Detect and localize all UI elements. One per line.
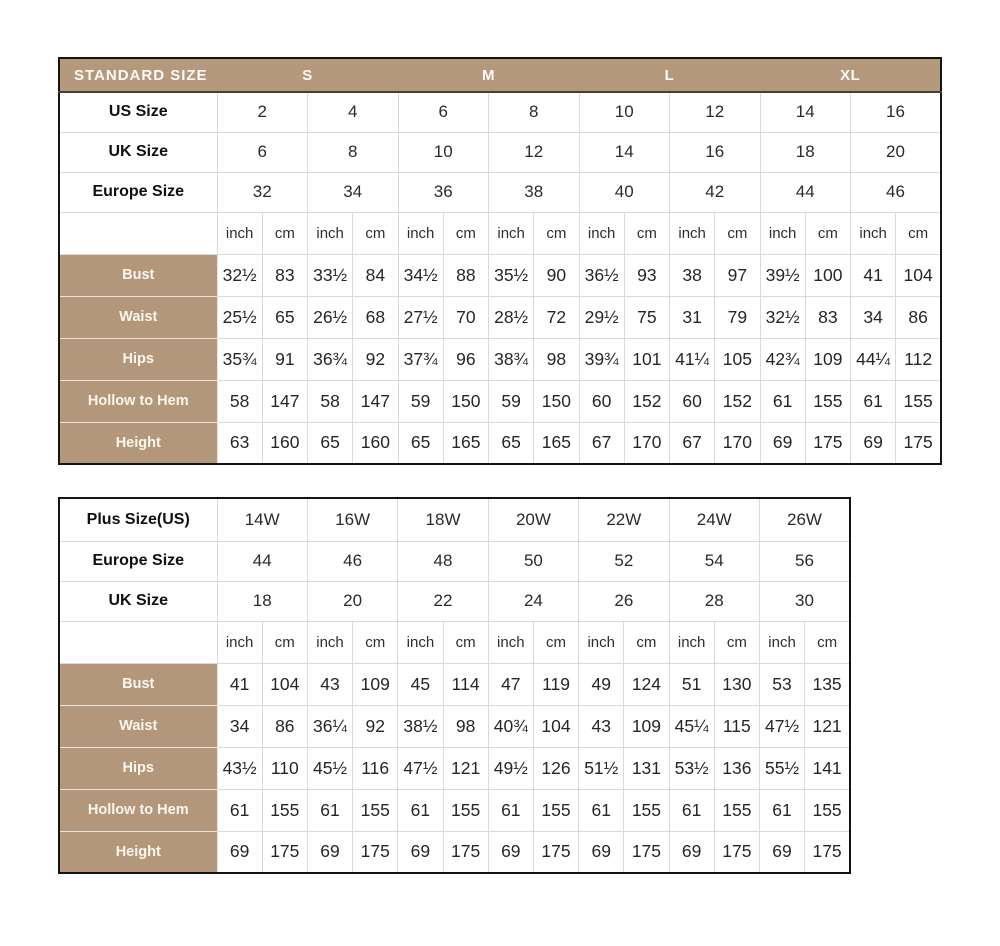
- waist-value-cell: 65: [262, 296, 307, 338]
- hollow-to-hem-value-cell: 58: [308, 380, 353, 422]
- waist-row: [59, 705, 850, 747]
- waist-value-cell: 98: [443, 705, 488, 747]
- bust-value-cell: 114: [443, 663, 488, 705]
- hollow-to-hem-value-cell: 61: [669, 789, 714, 831]
- europe-size-value-cell: 40: [579, 172, 670, 212]
- waist-value-cell: 104: [533, 705, 578, 747]
- height-value-cell: 165: [443, 422, 488, 464]
- waist-value-cell: 72: [534, 296, 579, 338]
- hips-value-cell: 43½: [217, 747, 262, 789]
- bust-value-cell: 124: [624, 663, 669, 705]
- height-value-cell: 65: [398, 422, 443, 464]
- standard-size-value-cell: S: [217, 58, 398, 92]
- hips-value-cell: 42¾: [760, 338, 805, 380]
- hips-row: [59, 338, 941, 380]
- uk-size-value-cell: 24: [488, 581, 578, 621]
- cell-row: [59, 621, 850, 663]
- height-value-cell: 160: [262, 422, 307, 464]
- cell-value-cell: cm: [896, 212, 941, 254]
- us-size-value-cell: 6: [398, 92, 489, 132]
- bust-value-cell: 104: [262, 663, 307, 705]
- cell-value-cell: cm: [443, 212, 488, 254]
- uk-size-label: UK Size: [59, 581, 217, 621]
- cell-value-cell: cm: [624, 212, 669, 254]
- us-size-row: [59, 92, 941, 132]
- cell-value-cell: inch: [217, 621, 262, 663]
- europe-size-value-cell: 46: [851, 172, 942, 212]
- hollow-to-hem-row: [59, 789, 850, 831]
- hollow-to-hem-value-cell: 60: [579, 380, 624, 422]
- hollow-to-hem-value-cell: 147: [262, 380, 307, 422]
- bust-value-cell: 49: [579, 663, 624, 705]
- standard-size-value-cell: XL: [760, 58, 941, 92]
- plus-size-us-label: Plus Size(US): [59, 498, 217, 541]
- height-value-cell: 65: [308, 422, 353, 464]
- hips-value-cell: 91: [262, 338, 307, 380]
- us-size-label: US Size: [59, 92, 217, 132]
- waist-value-cell: 26½: [308, 296, 353, 338]
- waist-value-cell: 86: [262, 705, 307, 747]
- bust-row: [59, 254, 941, 296]
- height-value-cell: 69: [579, 831, 624, 873]
- hollow-to-hem-value-cell: 61: [759, 789, 804, 831]
- cell-row: [59, 212, 941, 254]
- hollow-to-hem-value-cell: 61: [307, 789, 352, 831]
- bust-value-cell: 51: [669, 663, 714, 705]
- waist-value-cell: 115: [714, 705, 759, 747]
- plus-size-us-value-cell: 22W: [579, 498, 669, 541]
- hollow-to-hem-value-cell: 61: [760, 380, 805, 422]
- bust-value-cell: 88: [443, 254, 488, 296]
- bust-value-cell: 33½: [308, 254, 353, 296]
- standard-size-value-cell: L: [579, 58, 760, 92]
- height-label: Height: [59, 831, 217, 873]
- bust-value-cell: 45: [398, 663, 443, 705]
- bust-value-cell: 97: [715, 254, 760, 296]
- hollow-to-hem-value-cell: 61: [851, 380, 896, 422]
- bust-label: Bust: [59, 254, 217, 296]
- hollow-to-hem-value-cell: 155: [805, 380, 850, 422]
- bust-row: [59, 663, 850, 705]
- cell-value-cell: cm: [262, 212, 307, 254]
- uk-size-value-cell: 14: [579, 132, 670, 172]
- hollow-to-hem-value-cell: 61: [217, 789, 262, 831]
- hips-value-cell: 41¼: [670, 338, 715, 380]
- europe-size-value-cell: 32: [217, 172, 308, 212]
- europe-size-value-cell: 54: [669, 541, 759, 581]
- us-size-value-cell: 10: [579, 92, 670, 132]
- waist-value-cell: 47½: [759, 705, 804, 747]
- hips-value-cell: 38¾: [489, 338, 534, 380]
- bust-value-cell: 53: [759, 663, 804, 705]
- cell-value-cell: inch: [670, 212, 715, 254]
- waist-value-cell: 45¼: [669, 705, 714, 747]
- uk-size-value-cell: 20: [307, 581, 397, 621]
- bust-value-cell: 47: [488, 663, 533, 705]
- cell-value-cell: inch: [669, 621, 714, 663]
- us-size-value-cell: 4: [308, 92, 399, 132]
- cell-value-cell: inch: [488, 621, 533, 663]
- hollow-to-hem-value-cell: 58: [217, 380, 262, 422]
- cell-value-cell: inch: [398, 212, 443, 254]
- bust-value-cell: 39½: [760, 254, 805, 296]
- waist-value-cell: 70: [443, 296, 488, 338]
- hollow-to-hem-value-cell: 155: [805, 789, 850, 831]
- us-size-value-cell: 8: [489, 92, 580, 132]
- uk-size-value-cell: 18: [217, 581, 307, 621]
- bust-value-cell: 100: [805, 254, 850, 296]
- height-row: [59, 422, 941, 464]
- height-value-cell: 175: [624, 831, 669, 873]
- waist-value-cell: 109: [624, 705, 669, 747]
- europe-size-value-cell: 44: [217, 541, 307, 581]
- europe-size-value-cell: 44: [760, 172, 851, 212]
- hollow-to-hem-value-cell: 59: [489, 380, 534, 422]
- plus-size-us-value-cell: 20W: [488, 498, 578, 541]
- bust-value-cell: 109: [353, 663, 398, 705]
- height-value-cell: 69: [307, 831, 352, 873]
- height-value-cell: 69: [851, 422, 896, 464]
- europe-size-row: [59, 541, 850, 581]
- bust-value-cell: 36½: [579, 254, 624, 296]
- cell-value-cell: cm: [534, 212, 579, 254]
- hips-value-cell: 39¾: [579, 338, 624, 380]
- hollow-to-hem-value-cell: 61: [579, 789, 624, 831]
- empty-corner-cell: [59, 621, 217, 663]
- uk-size-value-cell: 30: [759, 581, 850, 621]
- cell-value-cell: inch: [307, 621, 352, 663]
- hollow-to-hem-value-cell: 155: [714, 789, 759, 831]
- europe-size-value-cell: 56: [759, 541, 850, 581]
- height-value-cell: 175: [805, 422, 850, 464]
- cell-value-cell: cm: [624, 621, 669, 663]
- plus-size-us-value-cell: 18W: [398, 498, 488, 541]
- waist-label: Waist: [59, 705, 217, 747]
- plus-size-us-value-cell: 26W: [759, 498, 850, 541]
- uk-size-value-cell: 26: [579, 581, 669, 621]
- hollow-to-hem-value-cell: 61: [488, 789, 533, 831]
- europe-size-value-cell: 50: [488, 541, 578, 581]
- hollow-to-hem-row: [59, 380, 941, 422]
- us-size-value-cell: 16: [851, 92, 942, 132]
- bust-value-cell: 43: [307, 663, 352, 705]
- height-value-cell: 69: [398, 831, 443, 873]
- hips-value-cell: 136: [714, 747, 759, 789]
- bust-value-cell: 130: [714, 663, 759, 705]
- hips-row: [59, 747, 850, 789]
- europe-size-label: Europe Size: [59, 541, 217, 581]
- hollow-to-hem-value-cell: 155: [262, 789, 307, 831]
- hollow-to-hem-label: Hollow to Hem: [59, 789, 217, 831]
- uk-size-value-cell: 28: [669, 581, 759, 621]
- bust-value-cell: 119: [533, 663, 578, 705]
- cell-value-cell: inch: [398, 621, 443, 663]
- waist-value-cell: 34: [851, 296, 896, 338]
- hips-value-cell: 101: [624, 338, 669, 380]
- hips-value-cell: 44¼: [851, 338, 896, 380]
- hips-label: Hips: [59, 338, 217, 380]
- waist-value-cell: 92: [353, 705, 398, 747]
- uk-size-value-cell: 10: [398, 132, 489, 172]
- us-size-value-cell: 12: [670, 92, 761, 132]
- uk-size-value-cell: 22: [398, 581, 488, 621]
- standard-size-value-cell: M: [398, 58, 579, 92]
- height-value-cell: 175: [533, 831, 578, 873]
- cell-value-cell: inch: [489, 212, 534, 254]
- europe-size-value-cell: 42: [670, 172, 761, 212]
- bust-value-cell: 104: [896, 254, 941, 296]
- height-value-cell: 69: [488, 831, 533, 873]
- bust-value-cell: 32½: [217, 254, 262, 296]
- hips-value-cell: 121: [443, 747, 488, 789]
- uk-size-value-cell: 20: [851, 132, 942, 172]
- height-value-cell: 175: [896, 422, 941, 464]
- cell-value-cell: inch: [759, 621, 804, 663]
- hips-value-cell: 116: [353, 747, 398, 789]
- bust-value-cell: 93: [624, 254, 669, 296]
- europe-size-value-cell: 48: [398, 541, 488, 581]
- europe-size-label: Europe Size: [59, 172, 217, 212]
- waist-value-cell: 40¾: [488, 705, 533, 747]
- waist-value-cell: 31: [670, 296, 715, 338]
- uk-size-value-cell: 18: [760, 132, 851, 172]
- waist-value-cell: 38½: [398, 705, 443, 747]
- empty-corner-cell: [59, 212, 217, 254]
- waist-value-cell: 34: [217, 705, 262, 747]
- standard-size-table: [58, 57, 942, 465]
- waist-value-cell: 75: [624, 296, 669, 338]
- europe-size-value-cell: 34: [308, 172, 399, 212]
- us-size-value-cell: 14: [760, 92, 851, 132]
- waist-value-cell: 121: [805, 705, 850, 747]
- hips-value-cell: 96: [443, 338, 488, 380]
- hips-value-cell: 131: [624, 747, 669, 789]
- uk-size-value-cell: 16: [670, 132, 761, 172]
- plus-size-us-row: [59, 498, 850, 541]
- hollow-to-hem-value-cell: 152: [715, 380, 760, 422]
- waist-row: [59, 296, 941, 338]
- hollow-to-hem-value-cell: 155: [353, 789, 398, 831]
- cell-value-cell: inch: [579, 212, 624, 254]
- standard-size-row: [59, 58, 941, 92]
- cell-value-cell: cm: [353, 212, 398, 254]
- height-value-cell: 69: [669, 831, 714, 873]
- uk-size-row: [59, 132, 941, 172]
- cell-value-cell: cm: [353, 621, 398, 663]
- height-value-cell: 160: [353, 422, 398, 464]
- europe-size-row: [59, 172, 941, 212]
- bust-value-cell: 35½: [489, 254, 534, 296]
- hollow-to-hem-label: Hollow to Hem: [59, 380, 217, 422]
- hollow-to-hem-value-cell: 150: [534, 380, 579, 422]
- waist-value-cell: 36¼: [307, 705, 352, 747]
- cell-value-cell: cm: [262, 621, 307, 663]
- uk-size-value-cell: 12: [489, 132, 580, 172]
- bust-label: Bust: [59, 663, 217, 705]
- hollow-to-hem-value-cell: 150: [443, 380, 488, 422]
- waist-label: Waist: [59, 296, 217, 338]
- europe-size-value-cell: 36: [398, 172, 489, 212]
- hollow-to-hem-value-cell: 59: [398, 380, 443, 422]
- waist-value-cell: 27½: [398, 296, 443, 338]
- plus-size-us-value-cell: 24W: [669, 498, 759, 541]
- cell-value-cell: inch: [760, 212, 805, 254]
- waist-value-cell: 29½: [579, 296, 624, 338]
- height-value-cell: 175: [353, 831, 398, 873]
- height-value-cell: 67: [579, 422, 624, 464]
- height-value-cell: 65: [489, 422, 534, 464]
- height-value-cell: 63: [217, 422, 262, 464]
- standard-size-label: STANDARD SIZE: [59, 58, 217, 92]
- cell-value-cell: cm: [443, 621, 488, 663]
- height-value-cell: 170: [715, 422, 760, 464]
- hips-value-cell: 35¾: [217, 338, 262, 380]
- bust-value-cell: 34½: [398, 254, 443, 296]
- uk-size-value-cell: 8: [308, 132, 399, 172]
- height-value-cell: 175: [714, 831, 759, 873]
- hips-value-cell: 55½: [759, 747, 804, 789]
- cell-value-cell: cm: [533, 621, 578, 663]
- hips-value-cell: 53½: [669, 747, 714, 789]
- hips-value-cell: 92: [353, 338, 398, 380]
- hollow-to-hem-value-cell: 155: [896, 380, 941, 422]
- hollow-to-hem-value-cell: 60: [670, 380, 715, 422]
- height-value-cell: 175: [443, 831, 488, 873]
- cell-value-cell: inch: [308, 212, 353, 254]
- height-value-cell: 175: [805, 831, 850, 873]
- waist-value-cell: 68: [353, 296, 398, 338]
- uk-size-row: [59, 581, 850, 621]
- waist-value-cell: 32½: [760, 296, 805, 338]
- height-value-cell: 67: [670, 422, 715, 464]
- hips-value-cell: 49½: [488, 747, 533, 789]
- hips-value-cell: 126: [533, 747, 578, 789]
- hips-value-cell: 105: [715, 338, 760, 380]
- hips-label: Hips: [59, 747, 217, 789]
- cell-value-cell: inch: [579, 621, 624, 663]
- height-value-cell: 165: [534, 422, 579, 464]
- hollow-to-hem-value-cell: 152: [624, 380, 669, 422]
- hollow-to-hem-value-cell: 61: [398, 789, 443, 831]
- hips-value-cell: 51½: [579, 747, 624, 789]
- hips-value-cell: 109: [805, 338, 850, 380]
- europe-size-value-cell: 52: [579, 541, 669, 581]
- height-row: [59, 831, 850, 873]
- hips-value-cell: 45½: [307, 747, 352, 789]
- height-value-cell: 170: [624, 422, 669, 464]
- hollow-to-hem-value-cell: 147: [353, 380, 398, 422]
- bust-value-cell: 41: [851, 254, 896, 296]
- cell-value-cell: inch: [217, 212, 262, 254]
- hips-value-cell: 141: [805, 747, 850, 789]
- cell-value-cell: cm: [805, 212, 850, 254]
- uk-size-label: UK Size: [59, 132, 217, 172]
- hips-value-cell: 37¾: [398, 338, 443, 380]
- waist-value-cell: 79: [715, 296, 760, 338]
- hollow-to-hem-value-cell: 155: [443, 789, 488, 831]
- height-value-cell: 69: [217, 831, 262, 873]
- europe-size-value-cell: 46: [307, 541, 397, 581]
- height-value-cell: 175: [262, 831, 307, 873]
- bust-value-cell: 84: [353, 254, 398, 296]
- bust-value-cell: 90: [534, 254, 579, 296]
- plus-size-table: [58, 497, 851, 874]
- hips-value-cell: 36¾: [308, 338, 353, 380]
- hollow-to-hem-value-cell: 155: [533, 789, 578, 831]
- hips-value-cell: 110: [262, 747, 307, 789]
- uk-size-value-cell: 6: [217, 132, 308, 172]
- bust-value-cell: 135: [805, 663, 850, 705]
- waist-value-cell: 25½: [217, 296, 262, 338]
- waist-value-cell: 86: [896, 296, 941, 338]
- cell-value-cell: inch: [851, 212, 896, 254]
- waist-value-cell: 43: [579, 705, 624, 747]
- height-value-cell: 69: [759, 831, 804, 873]
- us-size-value-cell: 2: [217, 92, 308, 132]
- bust-value-cell: 83: [262, 254, 307, 296]
- waist-value-cell: 83: [805, 296, 850, 338]
- hips-value-cell: 98: [534, 338, 579, 380]
- hips-value-cell: 47½: [398, 747, 443, 789]
- europe-size-value-cell: 38: [489, 172, 580, 212]
- bust-value-cell: 41: [217, 663, 262, 705]
- height-value-cell: 69: [760, 422, 805, 464]
- hips-value-cell: 112: [896, 338, 941, 380]
- cell-value-cell: cm: [805, 621, 850, 663]
- plus-size-us-value-cell: 14W: [217, 498, 307, 541]
- height-label: Height: [59, 422, 217, 464]
- hollow-to-hem-value-cell: 155: [624, 789, 669, 831]
- bust-value-cell: 38: [670, 254, 715, 296]
- cell-value-cell: cm: [715, 212, 760, 254]
- cell-value-cell: cm: [714, 621, 759, 663]
- plus-size-us-value-cell: 16W: [307, 498, 397, 541]
- waist-value-cell: 28½: [489, 296, 534, 338]
